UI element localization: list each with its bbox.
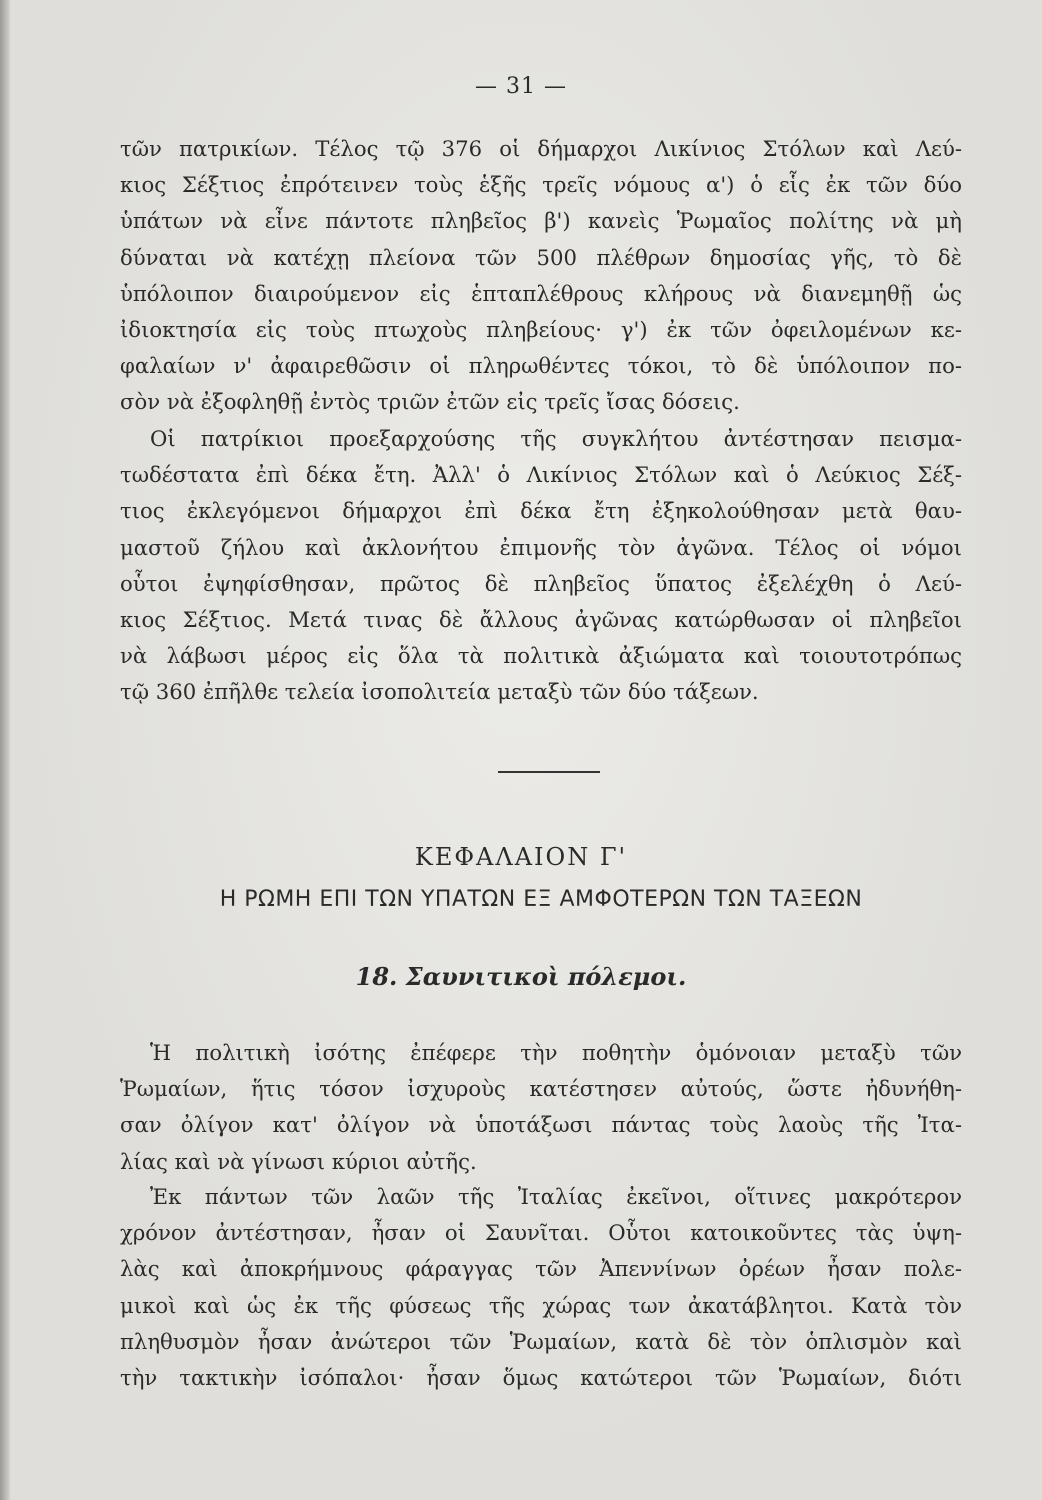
text-line: σὸν νὰ ἐξοφληθῇ ἐντὸς τριῶν ἐτῶν εἰς τρεῖς ἴσας δόσεις. [120,389,740,415]
text-line: Ἡ πολιτικὴ ἰσότης ἐπέφερε τὴν ποθητὴν ὁμόνοιαν μεταξὺ τῶν [150,1040,962,1065]
text-line: ὑπάτων νὰ εἶνε πάντοτε πληβεῖος β') κανεὶς Ῥωμαῖος πολίτης νὰ μὴ [120,208,962,234]
chapter-title: Η ΡΩΜΗ ΕΠΙ ΤΩΝ ΥΠΑΤΩΝ ΕΞ ΑΜΦΟΤΕΡΩΝ ΤΩΝ ΤΑΞΕΩΝ [219,887,863,912]
chapter-heading: ΚΕΦΑΛΑΙΟΝ Γ' [414,843,628,871]
text-line: τῶν πατρικίων. Τέλος τῷ 376 οἱ δήμαρχοι Λικίνιος Στόλων καὶ Λεύ- [120,136,962,161]
text-line: τῷ 360 ἐπῆλθε τελεία ἰσοπολιτεία μεταξὺ τῶν δύο τάξεων. [120,679,759,705]
text-line: λίας καὶ νὰ γίνωσι κύριοι αὐτῆς. [120,1148,477,1174]
text-line: μαστοῦ ζήλου καὶ ἀκλονήτου ἐπιμονῆς τὸν ἀγῶνα. Τέλος οἱ νόμοι [120,534,962,560]
text-line: χρόνον ἀντέστησαν, ἦσαν οἱ Σαυνῖται. Οὗτοι κατοικοῦντες τὰς ὑψη- [120,1220,962,1246]
text-line: κιος Σέξτιος. Μετά τινας δὲ ἄλλους ἀγῶνας κατώρθωσαν οἱ πληβεῖοι [120,607,962,633]
section-heading: 18. Σαυνιτικοὶ πόλεμοι. [355,962,687,991]
paragraph-4 [120,1179,962,1396]
text-line: τωδέστατα ἐπὶ δέκα ἔτη. Ἀλλ' ὁ Λικίνιος Στόλων καὶ ὁ Λεύκιος Σέξ- [120,462,962,488]
section-divider [498,771,600,773]
text-line: οὗτοι ἐψηφίσθησαν, πρῶτος δὲ πληβεῖος ὕπατος ἐξελέχθη ὁ Λεύ- [120,570,962,596]
text-line: Οἱ πατρίκιοι προεξαρχούσης τῆς συγκλήτου ἀντέστησαν πεισμα- [150,426,962,451]
text-line: ἰδιοκτησία εἰς τοὺς πτωχοὺς πληβείους· γ') ἐκ τῶν ὀφειλομένων κε- [120,317,962,343]
text-line: κιος Σέξτιος ἐπρότεινεν τοὺς ἑξῆς τρεῖς νόμους α') ὁ εἷς ἐκ τῶν δύο [120,172,962,198]
text-line: φαλαίων ν' ἀφαιρεθῶσιν οἱ πληρωθέντες τόκοι, τὸ δὲ ὑπόλοιπον πο- [120,353,962,379]
paragraph-2 [120,421,962,711]
text-line: νὰ λάβωσι μέρος εἰς ὅλα τὰ πολιτικὰ ἀξιώματα καὶ τοιουτοτρόπως [120,643,962,669]
text-line: σαν ὀλίγον κατ' ὀλίγον νὰ ὑποτάξωσι πάντας τοὺς λαοὺς τῆς Ἰτα- [120,1112,962,1138]
page-number: — 31 — [475,74,567,99]
text-line: ὑπόλοιπον διαιρούμενον εἰς ἑπταπλέθρους κλήρους νὰ διανεμηθῇ ὡς [120,280,962,306]
paragraph-1 [120,131,962,421]
text-line: δύναται νὰ κατέχῃ πλείονα τῶν 500 πλέθρων δημοσίας γῆς, τὸ δὲ [120,244,962,270]
page-binding-edge [0,0,10,1500]
text-line: τιος ἐκλεγόμενοι δήμαρχοι ἐπὶ δέκα ἔτη ἐξηκολούθησαν μετὰ θαυ- [120,498,962,524]
text-line: μικοὶ καὶ ὡς ἐκ τῆς φύσεως τῆς χώρας των ἀκατάβλητοι. Κατὰ τὸν [120,1292,962,1318]
text-line: λὰς καὶ ἀποκρήμνους φάραγγας τῶν Ἀπεννίνων ὀρέων ἦσαν πολε- [120,1256,962,1282]
text-line: Ῥωμαίων, ἥτις τόσον ἰσχυροὺς κατέστησεν αὐτούς, ὥστε ἠδυνήθη- [120,1076,962,1102]
text-line: πληθυσμὸν ἦσαν ἀνώτεροι τῶν Ῥωμαίων, κατὰ δὲ τὸν ὁπλισμὸν καὶ [120,1328,962,1354]
text-line: Ἐκ πάντων τῶν λαῶν τῆς Ἰταλίας ἐκεῖνοι, οἵτινες μακρότερον [150,1184,962,1209]
paragraph-3 [120,1035,962,1180]
text-line: τὴν τακτικὴν ἰσόπαλοι· ἦσαν ὅμως κατώτεροι τῶν Ῥωμαίων, διότι [120,1365,962,1391]
